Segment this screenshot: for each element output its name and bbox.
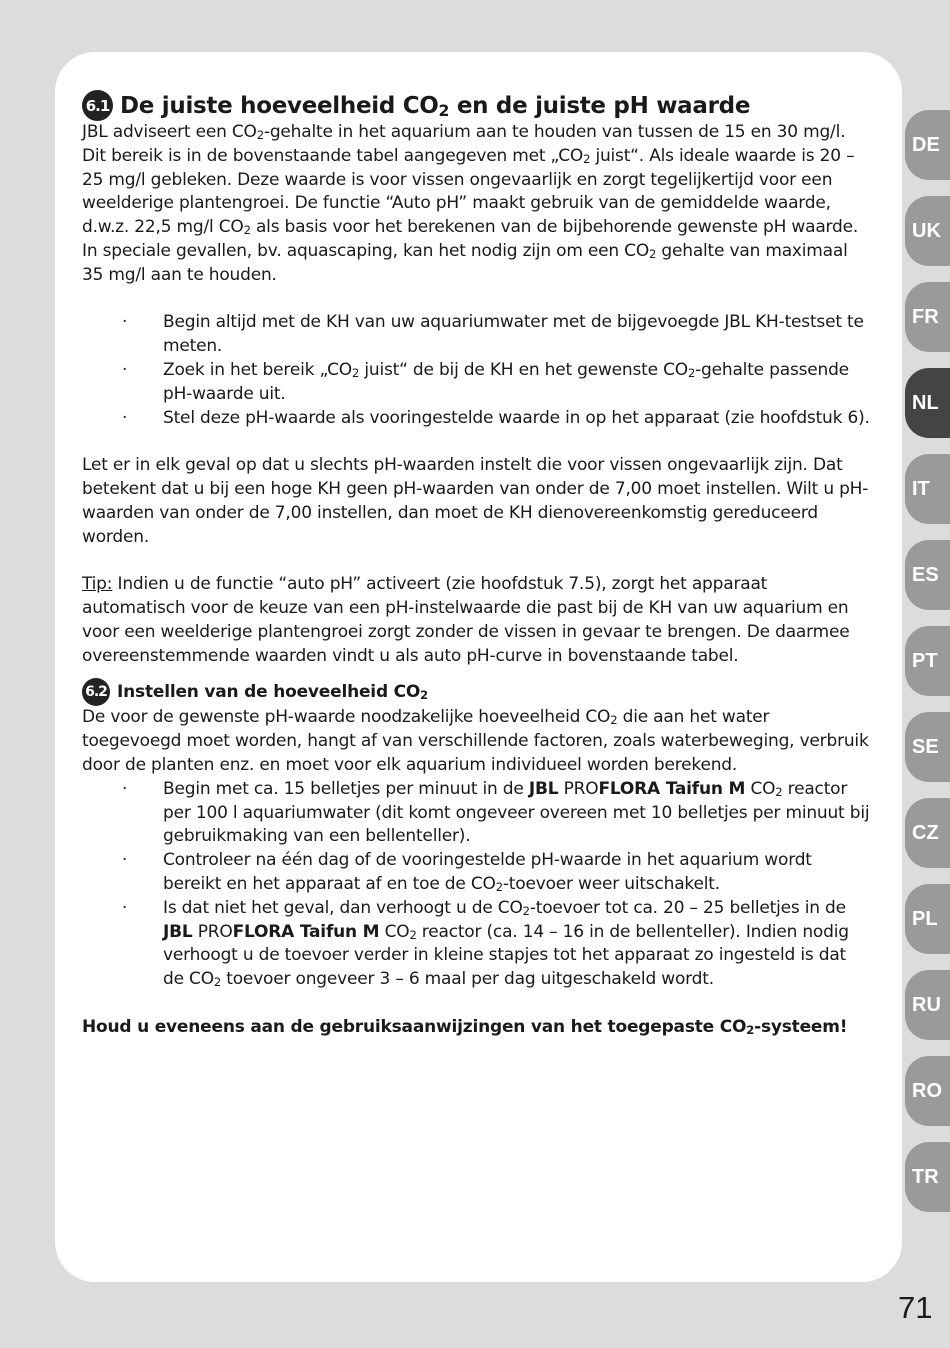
list-item: · Is dat niet het geval, dan verhoogt u de CO2-toevoer tot ca. 20 – 25 belletjes in de JBL PROFLORA Taifun M CO2 reactor (ca. 14 – 16 in de bellenteller). Indien nodig verhoogt u de toevoer verder in kleine stapjes tot het apparaat zo ingesteld is dat de CO2 toevoer ongeveer 3 – 6 maal per dag uitgeschakeld wordt. bbox=[82, 897, 872, 992]
section-6-1-badge: 6.1 bbox=[82, 90, 113, 121]
list-item: · Begin met ca. 15 belletjes per minuut in de JBL PROFLORA Taifun M CO2 reactor per 100 l aquariumwater (dit komt ongeveer overeen met 10 belletjes per minuut bij gebruikmaking van een bellenteller). bbox=[82, 778, 872, 849]
section-6-1-paragraph-2: Let er in elk geval op dat u slechts pH-waarden instelt die voor vissen ongevaarlijk zijn. Dat betekent dat u bij een hoge KH geen pH-waarden van onder de 7,00 moet instellen. Wilt u pH-waarden van onder de 7,00 instellen, dan moet de KH dienovereenkomstig gereduceerd worden. bbox=[82, 455, 869, 547]
language-tab-ro[interactable]: RO bbox=[905, 1056, 950, 1126]
section-6-1-paragraph-1: JBL adviseert een CO2-gehalte in het aquarium aan te houden van tussen de 15 en 30 mg/l. Dit bereik is in de bovenstaande tabel aangegeven met „CO2 juist“. Als ideale waarde is 20 – 25 mg/l gebleken. Deze waarde is voor vissen ongevaarlijk en zorgt tegelijkertijd voor een weelderige plantengroei. De functie “Auto pH” maakt gebruik van de gemiddelde waarde, d.w.z. 22,5 mg/l CO2 als basis voor het berekenen van de bijbehorende gewenste pH waarde. In speciale gevallen, bv. aquascaping, kan het nodig zijn om een CO2 gehalte van maximaal 35 mg/l aan te houden. bbox=[82, 122, 859, 285]
section-6-1-title: De juiste hoeveelheid CO2 en de juiste pH waarde bbox=[120, 92, 751, 120]
language-tab-es[interactable]: ES bbox=[905, 540, 950, 610]
language-tab-pl[interactable]: PL bbox=[905, 884, 950, 954]
section-6-2-steps bbox=[82, 778, 872, 992]
section-6-2-heading bbox=[82, 678, 872, 706]
language-tab-fr[interactable]: FR bbox=[905, 282, 950, 352]
tip-label: Tip: bbox=[82, 574, 113, 595]
content-area bbox=[82, 90, 872, 1039]
list-item: · Controleer na één dag of de vooringestelde pH-waarde in het aquarium wordt bereikt en het apparaat af en toe de CO2-toevoer weer uitschakelt. bbox=[82, 849, 872, 897]
section-6-1-heading bbox=[82, 90, 872, 121]
section-6-2-badge: 6.2 bbox=[82, 678, 110, 706]
list-item: · Begin altijd met de KH van uw aquariumwater met de bijgevoegde JBL KH-testset te meten. bbox=[82, 311, 872, 359]
section-6-1-steps bbox=[82, 311, 872, 430]
section-6-1-tip: Tip: Indien u de functie “auto pH” activeert (zie hoofdstuk 7.5), zorgt het apparaat automatisch voor de keuze van een pH-instelwaarde die past bij de KH van uw aquarium en voor een weelderige plantengroei zorgt zonder de vissen in gevaar te brengen. De daarmee overeenstemmende waarden vindt u als auto pH-curve in bovenstaande tabel. bbox=[82, 574, 850, 666]
language-tab-tr[interactable]: TR bbox=[905, 1142, 950, 1212]
language-tab-de[interactable]: DE bbox=[905, 110, 950, 180]
page-number: 71 bbox=[898, 1290, 933, 1325]
language-tab-pt[interactable]: PT bbox=[905, 626, 950, 696]
language-tab-it[interactable]: IT bbox=[905, 454, 950, 524]
list-item: · Stel deze pH-waarde als vooringestelde waarde in op het apparaat (zie hoofdstuk 6). bbox=[82, 407, 872, 431]
language-tab-nl[interactable]: NL bbox=[905, 368, 950, 438]
list-item: · Zoek in het bereik „CO2 juist“ de bij de KH en het gewenste CO2-gehalte passende pH-waarde uit. bbox=[82, 359, 872, 407]
language-tab-cz[interactable]: CZ bbox=[905, 798, 950, 868]
section-6-2-closing-note: Houd u eveneens aan de gebruiksaanwijzingen van het toegepaste CO2-systeem! bbox=[82, 1016, 848, 1037]
language-tab-ru[interactable]: RU bbox=[905, 970, 950, 1040]
section-6-2-intro: De voor de gewenste pH-waarde noodzakelijke hoeveelheid CO2 die aan het water toegevoegd moet worden, hangt af van verschillende factoren, zoals waterbeweging, verbruik door de planten enz. en moet voor elk aquarium individueel worden berekend. bbox=[82, 707, 869, 775]
language-tab-se[interactable]: SE bbox=[905, 712, 950, 782]
language-tab-uk[interactable]: UK bbox=[905, 196, 950, 266]
section-6-2-title: Instellen van de hoeveelheid CO2 bbox=[117, 682, 428, 703]
